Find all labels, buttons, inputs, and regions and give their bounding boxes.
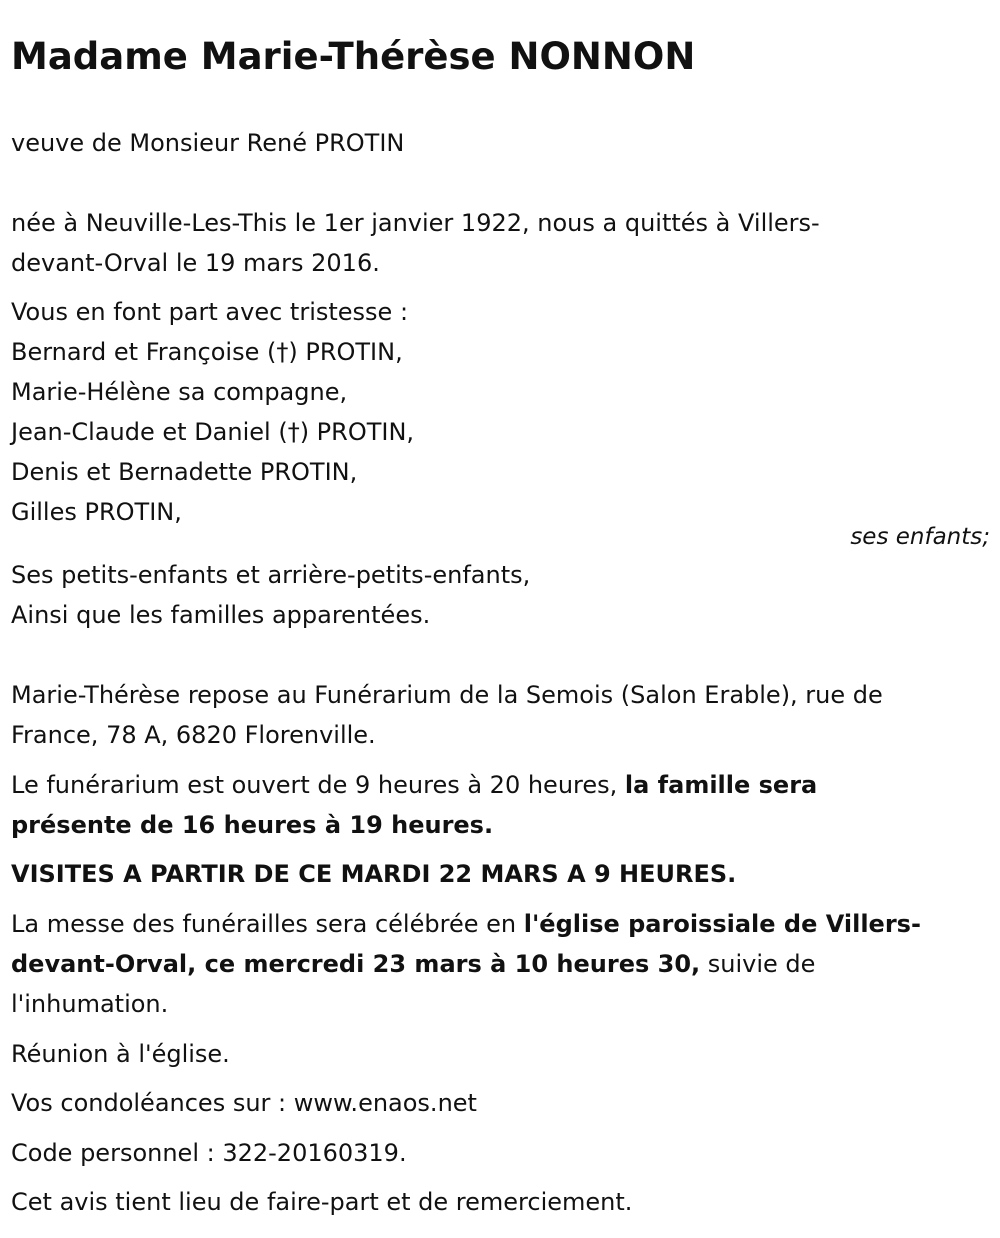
rest-line-1: Marie-Thérèse repose au Funérarium de la Semois (Salon Erable), rue de — [11, 681, 883, 709]
widow-line: veuve de Monsieur René PROTIN — [11, 129, 405, 157]
rest-line-2: France, 78 A, 6820 Florenville. — [11, 721, 376, 749]
family-line: Ainsi que les familles apparentées. — [11, 601, 431, 629]
child-line: Marie-Hélène sa compagne, — [11, 378, 348, 406]
child-line: Jean-Claude et Daniel (†) PROTIN, — [11, 418, 415, 446]
visits-line: VISITES A PARTIR DE CE MARDI 22 MARS A 9 HEURES. — [11, 860, 737, 888]
child-line: Denis et Bernadette PROTIN, — [11, 458, 358, 486]
children-label: ses enfants; — [850, 524, 990, 550]
mass-date-bold: devant-Orval, ce mercredi 23 mars à 10 heures 30, — [11, 950, 701, 978]
hours-line-2: présente de 16 heures à 19 heures. — [11, 811, 494, 839]
birth-line-1: née à Neuville-Les-This le 1er janvier 1922, nous a quittés à Villers- — [11, 209, 820, 237]
meeting-line: Réunion à l'église. — [11, 1040, 230, 1068]
condolences-line: Vos condoléances sur : www.enaos.net — [11, 1089, 477, 1117]
closing-line: Cet avis tient lieu de faire-part et de remerciement. — [11, 1188, 633, 1216]
announce-line: Vous en font part avec tristesse : — [11, 298, 409, 326]
mass-text: La messe des funérailles sera célébrée en — [11, 910, 524, 938]
hours-line-1 — [11, 770, 817, 800]
family-line: Ses petits-enfants et arrière-petits-enfants, — [11, 561, 531, 589]
mass-line-1 — [11, 909, 921, 939]
child-line: Gilles PROTIN, — [11, 498, 182, 526]
code-line: Code personnel : 322-20160319. — [11, 1139, 407, 1167]
mass-church-bold: l'église paroissiale de Villers- — [523, 910, 921, 938]
mass-line-2 — [11, 949, 815, 979]
page-title: Madame Marie-Thérèse NONNON — [11, 35, 696, 78]
birth-line-2: devant-Orval le 19 mars 2016. — [11, 249, 380, 277]
child-line: Bernard et Françoise (†) PROTIN, — [11, 338, 403, 366]
mass-line-3: l'inhumation. — [11, 990, 169, 1018]
hours-text: Le funérarium est ouvert de 9 heures à 20 heures, — [11, 771, 625, 799]
hours-family-bold: la famille sera — [624, 771, 818, 799]
mass-followed-text: suivie de — [700, 950, 816, 978]
